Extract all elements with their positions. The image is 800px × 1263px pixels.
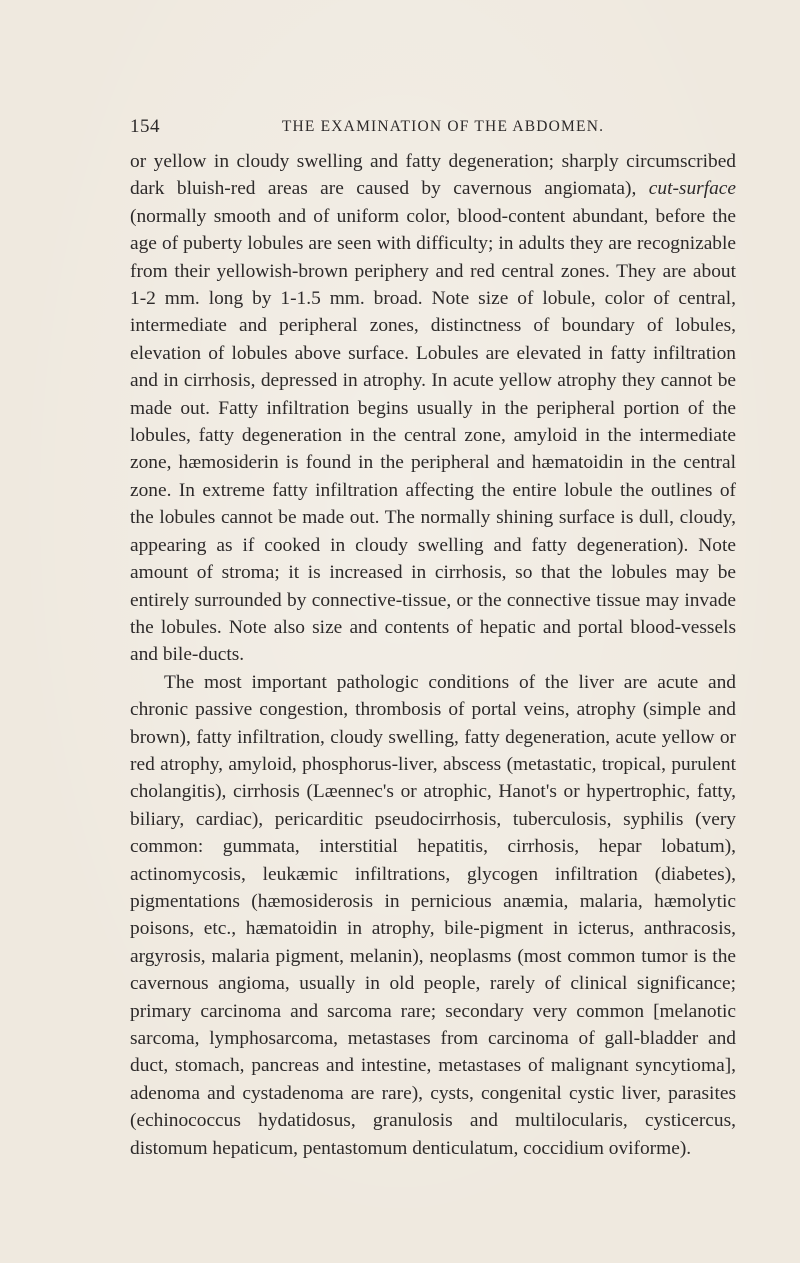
page-header xyxy=(130,116,736,140)
paragraph-1-text-end: (normally smooth and of uniform color, blood-content abundant, before the age of puberty lobules are seen with difficulty; in adults they are recognizable from their yellowish-brown periphery and red central zones. They are about 1-2 mm. long by 1-1.5 mm. broad. Note size of lobule, color of central, intermediate and peripheral zones, distinctness of boundary of lobules, elevation of lobules above surface. Lobules are elevated in fatty infiltration and in cirrhosis, depressed in atrophy. In acute yellow atrophy they cannot be made out. Fatty infiltration begins usually in the peripheral portion of the lobules, fatty degeneration in the central zone, amyloid in the intermediate zone, hæmosiderin is found in the peripheral and hæmatoidin in the central zone. In extreme fatty infiltration affecting the entire lobule the outlines of the lobules cannot be made out. The normally shining surface is dull, cloudy, appearing as if cooked in cloudy swelling and fatty degeneration). Note amount of stroma; it is increased in cirrhosis, so that the lobules may be entirely surrounded by connective-tissue, or the connective tissue may invade the lobules. Note also size and contents of hepatic and portal blood-vessels and bile-ducts. xyxy=(130,205,736,666)
paragraph-1-text-start: or yellow in cloudy swelling and fatty degeneration; sharply circumscribed dark bluish-red areas are caused by cavernous angiomata), xyxy=(130,151,736,200)
paragraph-1 xyxy=(130,148,736,669)
paragraph-2: The most important pathologic conditions of the liver are acute and chronic passive congestion, thrombosis of portal veins, atrophy (simple and brown), fatty infiltration, cloudy swelling, fatty degeneration, acute yellow or red atrophy, amyloid, phosphorus-liver, abscess (metastatic, tropical, purulent cholangitis), cirrhosis (Læennec's or atrophic, Hanot's or hypertrophic, fatty, biliary, cardiac), pericarditic pseudocirrhosis, tuberculosis, syphilis (very common: gummata, interstitial hepatitis, cirrhosis, hepar lobatum), actinomycosis, leukæmic infiltrations, glycogen infiltration (diabetes), pigmentations (hæmosiderosis in pernicious anæmia, malaria, hæmolytic poisons, etc., hæmatoidin in atrophy, bile-pigment in icterus, anthracosis, argyrosis, malaria pigment, melanin), neoplasms (most common tumor is the cavernous angioma, usually in old people, rarely of clinical significance; primary carcinoma and sarcoma rare; secondary very common [melanotic sarcoma, lymphosarcoma, metastases from carcinoma of gall-bladder and duct, stomach, pancreas and intestine, metastases of malignant syncytioma], adenoma and cystadenoma are rare), cysts, congenital cystic liver, parasites (echinococcus hydatidosus, granulosis and multilocularis, cysticercus, distomum hepaticum, pentastomum denticulatum, coccidium oviforme). xyxy=(130,671,736,1159)
body-text xyxy=(130,148,736,1162)
page-number: 154 xyxy=(130,116,160,137)
italic-term-cut-surface: cut-surface xyxy=(648,178,736,200)
running-head: THE EXAMINATION OF THE ABDOMEN. xyxy=(281,118,605,135)
